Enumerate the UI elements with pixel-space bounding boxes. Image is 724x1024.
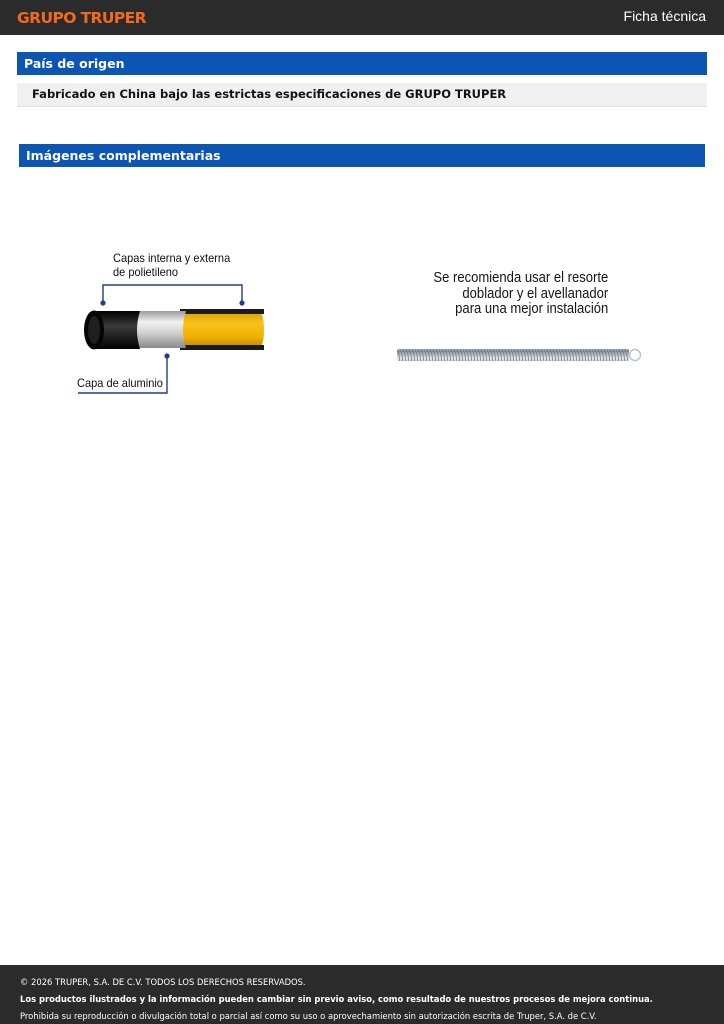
spring-figure [395, 268, 645, 368]
bending-spring-image [395, 268, 645, 368]
header-bar [0, 0, 724, 35]
callout-outer-line1: Capas interna y externa [113, 251, 231, 265]
section-title-origin: País de origen [17, 52, 707, 75]
pipe-layers-figure [70, 245, 270, 400]
spring-text-line2: doblador y el avellanador [462, 285, 608, 302]
callout-outer-layers [113, 251, 230, 279]
footer [0, 965, 724, 1024]
callout-aluminium-layer: Capa de aluminio [77, 376, 163, 390]
footer-copyright: © 2026 TRUPER, S.A. DE C.V. TODOS LOS DERECHOS RESERVADOS. [20, 977, 306, 987]
origin-text: Fabricado en China bajo las estrictas especificaciones de GRUPO TRUPER [17, 83, 707, 107]
footer-notice: Los productos ilustrados y la información pueden cambiar sin previo aviso, como resultado de nuestros procesos de mejora continua. [20, 994, 653, 1004]
spring-text-line3: para una mejor instalación [454, 301, 608, 317]
section-title-images: Imágenes complementarias [19, 144, 705, 167]
spring-text-line1: Se recomienda usar el resorte [433, 270, 608, 286]
callout-outer-line2: de polietileno [113, 265, 179, 279]
footer-prohibition: Prohibida su reproducción o divulgación total o parcial así como su uso o aprovechamiento sin autorización escrita de Truper, S.A. de C.V. [20, 1011, 597, 1021]
doc-type-label: Ficha técnica [623, 8, 706, 24]
truper-logo: GRUPO TRUPER [17, 9, 146, 27]
